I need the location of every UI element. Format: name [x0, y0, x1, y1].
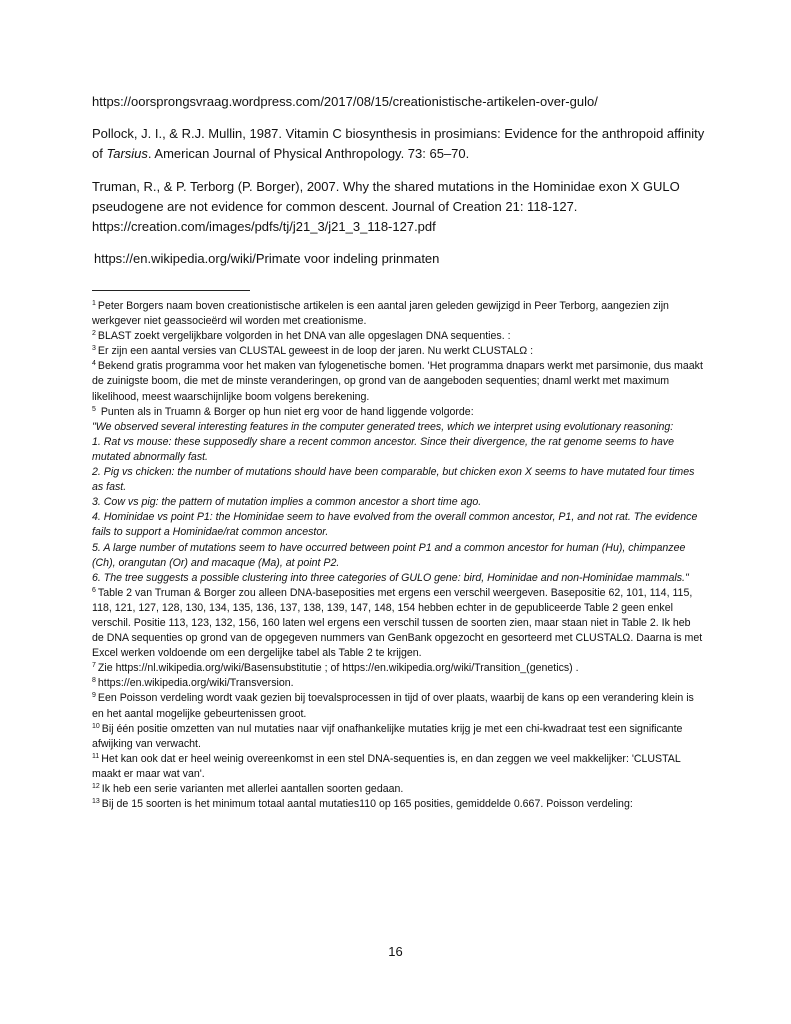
reference-pollock-text: Pollock, J. I., & R.J. Mullin, 1987. Vitamin C biosynthesis in prosimians: Evidence for the anthropoid affinity of	[92, 126, 705, 161]
quote-point-6: 6. The tree suggests a possible clustering into three categories of GULO gene: bird, Hominidae and non-Hominidae mammals."	[92, 571, 689, 584]
footnotes	[92, 299, 704, 812]
footnote-separator	[92, 290, 250, 291]
reference-pollock-journal: . American Journal of Physical Anthropology. 73: 65–70.	[147, 146, 470, 161]
footnote-text: Ik heb een serie varianten met allerlei aantallen soorten gedaan.	[101, 783, 404, 795]
footnote-12	[92, 782, 704, 797]
footnote-number: 6	[92, 586, 96, 594]
footnote-11	[92, 752, 704, 782]
footnote-number: 5	[92, 405, 96, 413]
footnote-6	[92, 586, 704, 661]
footnote-1	[92, 299, 704, 329]
footnote-10	[92, 722, 704, 752]
reference-truman: Truman, R., & P. Terborg (P. Borger), 2007. Why the shared mutations in the Hominidae exon X GULO pseudogene are not evidence for common descent. Journal of Creation 21: 118-127.	[92, 179, 680, 214]
reference-truman-url[interactable]: https://creation.com/images/pdfs/tj/j21_3/j21_3_118-127.pdf	[92, 219, 436, 234]
footnote-text: Bij één positie omzetten van nul mutaties naar vijf onafhankelijke mutaties krijg je met een chi-kwadraat test een significante afwijking van verwacht.	[92, 722, 683, 750]
footnote-number: 8	[92, 677, 96, 685]
quote-point-1: 1. Rat vs mouse: these supposedly share a recent common ancestor. Since their divergence, the rat genome seems to have mutated abnormally fast.	[92, 435, 674, 463]
footnote-text: Punten als in Truamn & Borger op hun niet erg voor de hand liggende volgorde:	[97, 405, 474, 418]
reference-pollock-tarsius: Tarsius	[106, 146, 148, 161]
footnote-5	[92, 405, 704, 420]
footnote-number: 12	[92, 783, 100, 790]
footnote-text[interactable]: https://en.wikipedia.org/wiki/Transversion.	[97, 677, 294, 690]
footnote-3	[92, 344, 704, 359]
quote-intro: "We observed several interesting features in the computer generated trees, which we interpret using evolutionary reasoning:	[92, 420, 674, 433]
footnote-text: Het kan ook dat er heel weinig overeenkomst in een stel DNA-sequenties is, en dan zeggen we veel makkelijker: 'CLUSTAL maakt er maar wat van'.	[92, 752, 681, 780]
footnote-number: 10	[92, 722, 100, 730]
footnote-text: Peter Borgers naam boven creationistische artikelen is een aantal jaren geleden gewijzigd in Peer Terborg, aangezien zijn werkgever niet geassocieërd wil worden met creationisme.	[92, 300, 669, 328]
footnote-number: 13	[92, 798, 100, 806]
quote-point-3: 3. Cow vs pig: the pattern of mutation implies a common ancestor a short time ago.	[92, 496, 482, 509]
footnote-number: 7	[92, 662, 96, 670]
footnote-number: 11	[92, 752, 100, 760]
footnote-9	[92, 691, 704, 721]
footnote-number: 9	[92, 692, 96, 700]
footnote-text: BLAST zoekt vergelijkbare volgorden in het DNA van alle opgeslagen DNA sequenties. :	[97, 330, 511, 343]
footnote-2	[92, 329, 704, 344]
footnote-text: Een Poisson verdeling wordt vaak gezien bij toevalsprocessen in tijd of over plaats, waarbij de kans op een verandering klein is en het aantal mogelijke gebeurtenissen groot.	[92, 692, 694, 720]
quote-point-2: 2. Pig vs chicken: the number of mutations should have been comparable, but chicken exon X seems to have mutated four times as fast.	[92, 466, 695, 494]
footnote-text: Er zijn een aantal versies van CLUSTAL geweest in de loop der jaren. Nu werkt CLUSTALΩ :	[97, 345, 534, 358]
footnote-text[interactable]: Zie https://nl.wikipedia.org/wiki/Basensubstitutie ; of https://en.wikipedia.org/wiki/Transition_(genetics) .	[97, 662, 579, 675]
footnote-number: 4	[92, 360, 96, 368]
footnote-text: Bij de 15 soorten is het minimum totaal aantal mutaties110 op 165 posities, gemiddelde 0.667. Poisson verdeling:	[101, 798, 633, 811]
quote-point-5: 5. A large number of mutations seem to have occurred between point P1 and a common ancestor for human (Hu), chimpanzee (Ch), orangutan (Or) and macaque (Ma), at point P2.	[92, 541, 686, 569]
footnote-text: Table 2 van Truman & Borger zou alleen DNA-baseposities met ergens een verschil weergeven. Basepositie 62, 101, 114, 115, 118, 121, 127, 128, 130, 134, 135, 136, 137, 138, 139, 147, 148, 154 hebben echter in de gepubliceerde Table 2 geen enkel verschil. Positie 113, 123, 132, 156, 160 laten wel ergens een verschil tussen de soorten zien, maar staan niet in Table 2. Ik heb de DNA sequenties op grond van de opgegeven nummers van GenBank opgezocht en gesorteerd met CLUSTALΩ. Daarna is met Excel werken voldoende om een dergelijke tabel als Table 2 te krijgen.	[92, 586, 703, 660]
footnote-number: 3	[92, 345, 96, 353]
reference-url-oorsprongsvraag[interactable]: https://oorsprongsvraag.wordpress.com/2017/08/15/creationistische-artikelen-over-gulo/	[92, 94, 598, 109]
footnote-4	[92, 359, 704, 404]
footnote-number: 1	[92, 300, 96, 307]
reference-wikipedia-primate[interactable]: https://en.wikipedia.org/wiki/Primate voor indeling prinmaten	[94, 251, 440, 266]
footnote-13	[92, 797, 704, 812]
footnote-8	[92, 676, 704, 691]
footnote-7	[92, 661, 704, 676]
page-number: 16	[388, 944, 403, 959]
footnote-text: Bekend gratis programma voor het maken van fylogenetische bomen. 'Het programma dnapars werkt met parsimonie, dus maakt de zuinigste boom, die met de minste veranderingen, op grond van de aangeboden sequenties; dnaml werkt met maximum likelihood, meest waarschijnlijke boom volgens berekening.	[92, 360, 703, 403]
footnote-number: 2	[92, 330, 96, 338]
quote-point-4: 4. Hominidae vs point P1: the Hominidae seem to have evolved from the overall common ancestor, P1, and not rat. The evidence fails to support a Hominidae/rat common ancestor.	[92, 511, 698, 539]
reference-pollock	[92, 124, 712, 164]
